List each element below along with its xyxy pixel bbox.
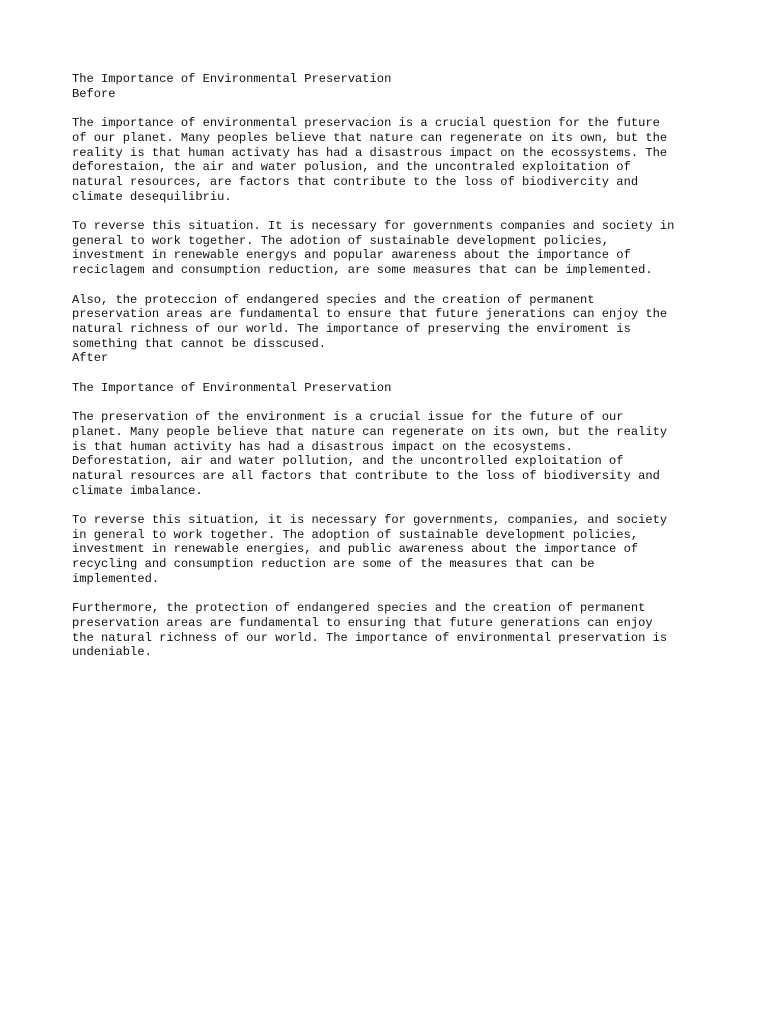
before-paragraph-1 (72, 116, 712, 204)
text-line: natural resources, are factors that contribute to the loss of biodivercity and (72, 174, 639, 189)
text-line: deforestaion, the air and water polusion, and the uncontraled exploitation of (72, 160, 631, 175)
text-line: in general to work together. The adoption of sustainable development policies, (72, 527, 639, 542)
spacer (72, 101, 712, 116)
text-line: reality is that human activaty has had a disastrous impact on the ecossystems. The (72, 145, 668, 160)
text-line: something that cannot be disscused. (72, 336, 327, 351)
spacer (72, 395, 712, 410)
text-line: To reverse this situation, it is necessary for governments, companies, and society (72, 513, 668, 527)
after-label: After (72, 351, 109, 366)
text-line: planet. Many people believe that nature can regenerate on its own, but the reality (72, 424, 668, 439)
spacer (72, 498, 712, 513)
text-line: natural resources are all factors that contribute to the loss of biodiversity and (72, 468, 660, 483)
text-line: investment in renewable energies, and public awareness about the importance of (72, 542, 639, 557)
spacer (72, 278, 712, 293)
text-line: climate imbalance. (72, 483, 203, 498)
text-line: Furthermore, the protection of endangered species and the creation of permanent (72, 601, 646, 616)
text-line: natural richness of our world. The importance of preserving the enviroment is (72, 321, 631, 336)
text-line: is that human activity has had a disastrous impact on the ecosystems. (72, 439, 573, 454)
after-paragraph-2 (72, 513, 712, 587)
after-paragraph-1 (72, 410, 712, 498)
before-paragraph-3 (72, 293, 712, 352)
before-paragraph-2 (72, 219, 712, 278)
spacer (72, 204, 712, 219)
text-line: undeniable. (72, 645, 152, 660)
before-label: Before (72, 86, 116, 101)
text-line: preservation areas are fundamental to ensure that future jenerations can enjoy the (72, 307, 668, 322)
text-line: general to work together. The adotion of sustainable development policies, (72, 233, 610, 248)
text-line: Deforestation, air and water pollution, and the uncontrolled exploitation of (72, 454, 624, 469)
text-line: The preservation of the environment is a crucial issue for the future of our (72, 410, 624, 425)
spacer (72, 587, 712, 602)
text-line: the natural richness of our world. The importance of environmental preservation is (72, 630, 668, 645)
text-line: implemented. (72, 571, 160, 586)
text-line: Also, the proteccion of endangered species and the creation of permanent (72, 292, 595, 307)
spacer (72, 366, 712, 381)
text-line: of our planet. Many peoples believe that nature can regenerate on its own, but the (72, 130, 668, 145)
text-line: recycling and consumption reduction are some of the measures that can be (72, 557, 595, 572)
after-title: The Importance of Environmental Preservation (72, 380, 392, 395)
text-line: reciclagem and consumption reduction, are some measures that can be implemented. (72, 263, 653, 278)
document-body (72, 72, 712, 660)
before-title: The Importance of Environmental Preservation (72, 72, 392, 86)
text-line: climate desequilibriu. (72, 189, 232, 204)
text-line: To reverse this situation. It is necessary for governments companies and society in (72, 219, 675, 233)
after-paragraph-3 (72, 601, 712, 660)
text-line: preservation areas are fundamental to ensuring that future generations can enjoy (72, 615, 653, 630)
text-line: The importance of environmental preservacion is a crucial question for the future (72, 116, 660, 131)
text-line: investment in renewable energys and popular awareness about the importance of (72, 248, 631, 263)
